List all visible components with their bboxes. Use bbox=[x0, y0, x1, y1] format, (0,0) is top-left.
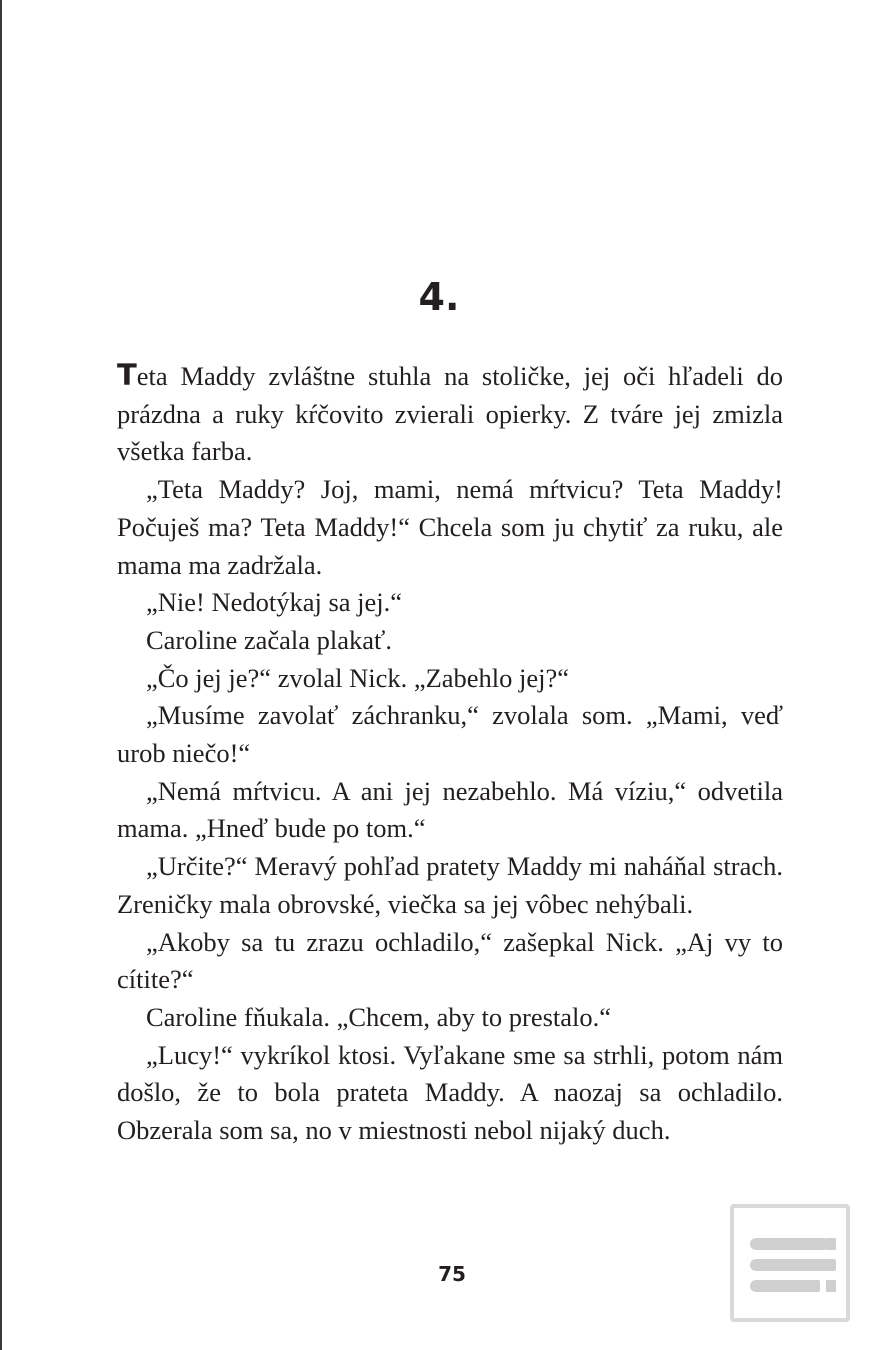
book-spine-shape bbox=[750, 1259, 836, 1271]
chapter-body bbox=[117, 357, 783, 1150]
drop-initial: T bbox=[117, 358, 137, 392]
paragraph bbox=[117, 357, 783, 471]
book-stack-icon bbox=[730, 1204, 850, 1322]
paragraph: „Nie! Nedotýkaj sa jej.“ bbox=[146, 587, 403, 618]
paragraph: „Nemá mŕtvicu. A ani jej nezabehlo. Má víziu,“ odvetila mama. „Hneď bude po tom.“ bbox=[117, 775, 783, 844]
paragraph: „Teta Maddy? Joj, mami, nemá mŕtvicu? Teta Maddy! Počuješ ma? Teta Maddy!“ Chcela som ju chytiť za ruku, ale mama ma zadržala. bbox=[117, 474, 783, 580]
paragraph: „Lucy!“ vykríkol ktosi. Vyľakane sme sa strhli, potom nám došlo, že to bola prateta Maddy. A naozaj sa ochladilo. Obzerala som sa, no v miestnosti nebol nijaký duch. bbox=[117, 1039, 783, 1146]
page-number: 75 bbox=[438, 1262, 466, 1286]
book-spine-shape bbox=[750, 1238, 826, 1250]
paragraph: „Musíme zavolať záchranku,“ zvolala som. „Mami, veď urob niečo!“ bbox=[117, 700, 783, 769]
paragraph: „Čo jej je?“ zvolal Nick. „Zabehlo jej?“ bbox=[146, 662, 570, 693]
book-spine-shape bbox=[750, 1280, 820, 1292]
page-left-edge bbox=[0, 0, 2, 1350]
chapter-heading: 4. bbox=[418, 275, 460, 319]
book-spine-shape bbox=[826, 1238, 836, 1250]
book-spine-shape bbox=[826, 1280, 836, 1292]
paragraph: „Akoby sa tu zrazu ochladilo,“ zašepkal Nick. „Aj vy to cítite?“ bbox=[117, 926, 783, 995]
paragraph: Caroline fňukala. „Chcem, aby to prestalo.“ bbox=[146, 1001, 612, 1032]
paragraph-text: eta Maddy zvláštne stuhla na stoličke, jej oči hľadeli do prázdna a ruky kŕčovito zvierali opierky. Z tváre jej zmizla všetka farba. bbox=[117, 361, 783, 467]
paragraph: Caroline začala plakať. bbox=[146, 624, 393, 655]
paragraph: „Určite?“ Meravý pohľad pratety Maddy mi naháňal strach. Zreničky mala obrovské, viečka sa jej vôbec nehýbali. bbox=[117, 851, 783, 919]
